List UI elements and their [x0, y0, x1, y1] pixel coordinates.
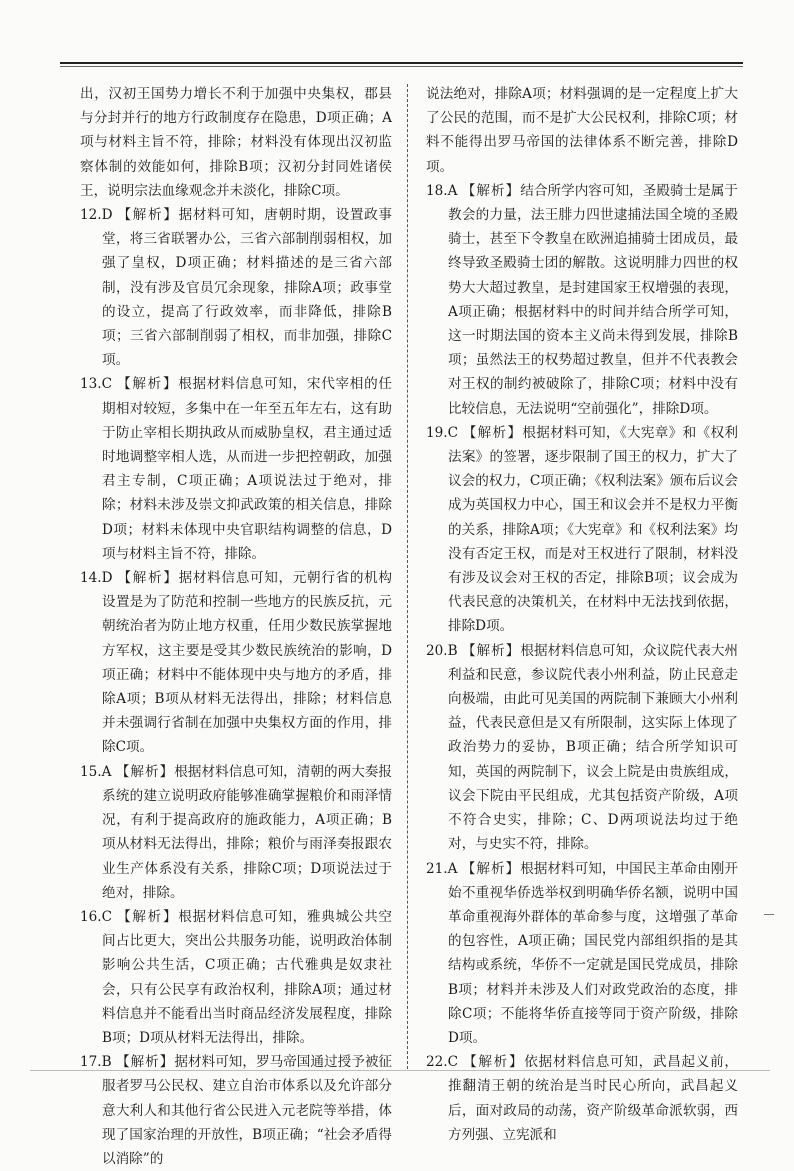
answer-entry-14: [80, 566, 392, 760]
answer-entry-22: [426, 1050, 738, 1147]
header-rule-thin: [60, 66, 743, 67]
question-number: 16.: [80, 908, 102, 925]
entry-text: 根据材料信息可知，宋代宰相的任期相对较短，多集中在一年至五年左右，这有助于防止宰相长期执政从而威胁皇权，君主通过适时地调整宰相人选，从而进一步把控朝政，加强君主专制，C项正确；A项说法过于绝对，排除；材料未涉及崇文抑武政策的相关信息，排除D项；材料未体现中央官职结构调整的信息，D项与材料主旨不符，排除。: [102, 376, 392, 562]
answer-entry-21: [426, 857, 738, 1051]
analysis-tag: 【解析】: [117, 908, 179, 925]
question-number: 12.: [80, 207, 102, 224]
question-number: 13.: [80, 376, 102, 393]
entry-text: 出，汉初王国势力增长不利于加强中央集权，郡县与分封并行的地方行政制度存在隐患，D项正确；A项与材料主旨不符，排除；材料没有体现出汉初监察体制的效能如何，排除B项；汉初分封同姓诸侯王，说明宗法血缘观念并未淡化，排除C项。: [80, 86, 392, 199]
entry-text: 根据材料信息可知，清朝的两大奏报系统的建立说明政府能够准确掌握粮价和雨泽情况，有利于提高政府的施政能力，A项正确；B项从材料无法得出，排除；粮价与雨泽奏报跟农业生产体系没有关系，排除C项；D项说法过于绝对，排除。: [102, 763, 393, 901]
analysis-tag: 【解析】: [117, 376, 179, 393]
question-number: 22.: [426, 1054, 448, 1071]
entry-text: 根据材料可知，中国民主革命由刚开始不重视华侨选举权到明确华侨名额，说明中国革命重视海外群体的革命参与度，这增强了革命的包容性，A项正确；国民党内部组织指的是其结构或系统，华侨不一定就是国民党成员，排除B项；材料并未涉及人们对政党政治的态度，排除C项；不能将华侨直接等同于资产阶级，排除D项。: [448, 860, 739, 1046]
answer-letter: A: [447, 860, 458, 877]
entry-text: 据材料可知，唐朝时期，设置政事堂，将三省联署办公，三省六部制削弱相权，加强了皇权，D项正确；材料描述的是三省六部制，没有涉及官员冗余现象，排除A项；政事堂的设立，提高了行政效率，而非降低，排除B项；三省六部制削弱了相权，而非加强，排除C项。: [102, 207, 393, 369]
analysis-tag: 【解析】: [462, 424, 523, 441]
answer-entry-17: [80, 1050, 392, 1171]
answer-letter: C: [447, 1054, 459, 1071]
header-rule: [60, 62, 743, 64]
margin-mark: [764, 914, 774, 915]
question-number: 18.: [426, 182, 448, 199]
answer-letter: C: [101, 908, 113, 925]
entry-text: 据材料信息可知，元朝行省的机构设置是为了防范和控制一些地方的民族反抗，元朝统治者为防止地方权重，任用少数民族掌握地方军权，这主要是受其少数民族统治的影响，D项正确；材料中不能体现中央与地方的矛盾，排除A项；B项从材料无法得出，排除；材料信息并未强调行省制在加强中央集权方面的作用，排除C项。: [102, 570, 393, 756]
answer-letter: C: [101, 376, 113, 393]
analysis-tag: 【解析】: [461, 642, 521, 659]
answer-letter: A: [447, 182, 458, 199]
left-column: [80, 82, 392, 1171]
column-divider: [407, 84, 408, 1069]
footer-rule: [30, 1070, 770, 1071]
entry-text: 根据材料信息可知，众议院代表大州利益和民意，参议院代表小州利益，防止民意走向极端，由此可见美国的两院制下兼顾大小州利益，代表民意但是又有所限制，这实际上体现了政治势力的妥协，B项正确；结合所学知识可知，英国的两院制下，议会上院是由贵族组成，议会下院由平民组成，尤其包括资产阶级，A项不符合史实，排除；C、D两项说法均过于绝对，与史实不符，排除。: [448, 642, 739, 853]
entry-text: 结合所学内容可知，圣殿骑士是属于教会的力量，法王腓力四世逮捕法国全境的圣殿骑士，甚至下令教皇在欧洲追捕骑士团成员，最终导致圣殿骑士团的解散。这说明腓力四世的权势大大超过教皇，是封建国家王权增强的表现，A项正确；根据材料中的时间并结合所学可知，这一时期法国的资本主义尚未得到发展，排除B项；虽然法王的权势超过教皇，但并不代表教会对王权的制约被破除了，排除C项；材料中没有比较信息，无法说明“空前强化”，排除D项。: [448, 182, 739, 417]
answer-entry-19: [426, 421, 738, 639]
answer-letter: A: [101, 763, 112, 780]
answer-entry-continued: [80, 82, 392, 203]
answer-letter: D: [101, 207, 113, 224]
answer-entry-20: [426, 639, 738, 857]
answer-entry-18: [426, 179, 738, 421]
question-number: 17.: [80, 1054, 102, 1071]
right-column: [426, 82, 738, 1147]
answer-entry-12: [80, 203, 392, 372]
answer-entry-13: [80, 372, 392, 566]
entry-text: 根据材料信息可知，雅典城公共空间占比更大，突出公共服务功能，说明政治体制影响公共生活，C项正确；古代雅典是奴隶社会，只有公民享有政治权利，排除A项；通过材料信息并不能看出当时商品经济发展程度，排除B项；D项从材料无法得出，排除。: [102, 908, 392, 1046]
answer-entry-15: [80, 760, 392, 905]
answer-letter: D: [101, 570, 113, 587]
entry-text: 说法绝对，排除A项；材料强调的是一定程度上扩大了公民的范围，而不是扩大公民权利，排除C项；材料不能得出罗马帝国的法律体系不断完善，排除D项。: [426, 86, 738, 175]
analysis-tag: 【解析】: [115, 1054, 175, 1071]
entry-text: 依据材料信息可知，武昌起义前，推翻清王朝的统治是当时民心所向，武昌起义后，面对政局的动荡，资产阶级革命派软弱，西方列强、立宪派和: [448, 1054, 738, 1143]
analysis-tag: 【解析】: [117, 207, 179, 224]
question-number: 15.: [80, 763, 102, 780]
analysis-tag: 【解析】: [461, 860, 521, 877]
analysis-tag: 【解析】: [117, 570, 179, 587]
question-number: 19.: [426, 424, 448, 441]
question-number: 21.: [426, 860, 448, 877]
question-number: 14.: [80, 570, 102, 587]
analysis-tag: 【解析】: [461, 182, 521, 199]
analysis-tag: 【解析】: [115, 763, 175, 780]
answer-entry-16: [80, 905, 392, 1050]
entry-text: 根据材料可知，《大宪章》和《权利法案》的签署，逐步限制了国王的权力，扩大了议会的权力，C项正确；《权利法案》颁布后议会成为英国权力中心，国王和议会并不是权力平衡的关系，排除A项；《大宪章》和《权利法案》均没有否定王权，而是对王权进行了限制，材料没有涉及议会对王权的否定，排除B项；议会成为代表民意的决策机关，在材料中无法找到依据，排除D项。: [448, 424, 738, 635]
analysis-tag: 【解析】: [463, 1054, 525, 1071]
answer-letter: B: [447, 642, 458, 659]
answer-letter: C: [447, 424, 459, 441]
entry-text: 据材料可知，罗马帝国通过授予被征服者罗马公民权、建立自治市体系以及允许部分意大利人和其他行省公民进入元老院等举措，体现了国家治理的开放性，B项正确；“社会矛盾得以消除”的: [102, 1054, 393, 1167]
answer-entry-continued: [426, 82, 738, 179]
answer-letter: B: [101, 1054, 112, 1071]
question-number: 20.: [426, 642, 448, 659]
